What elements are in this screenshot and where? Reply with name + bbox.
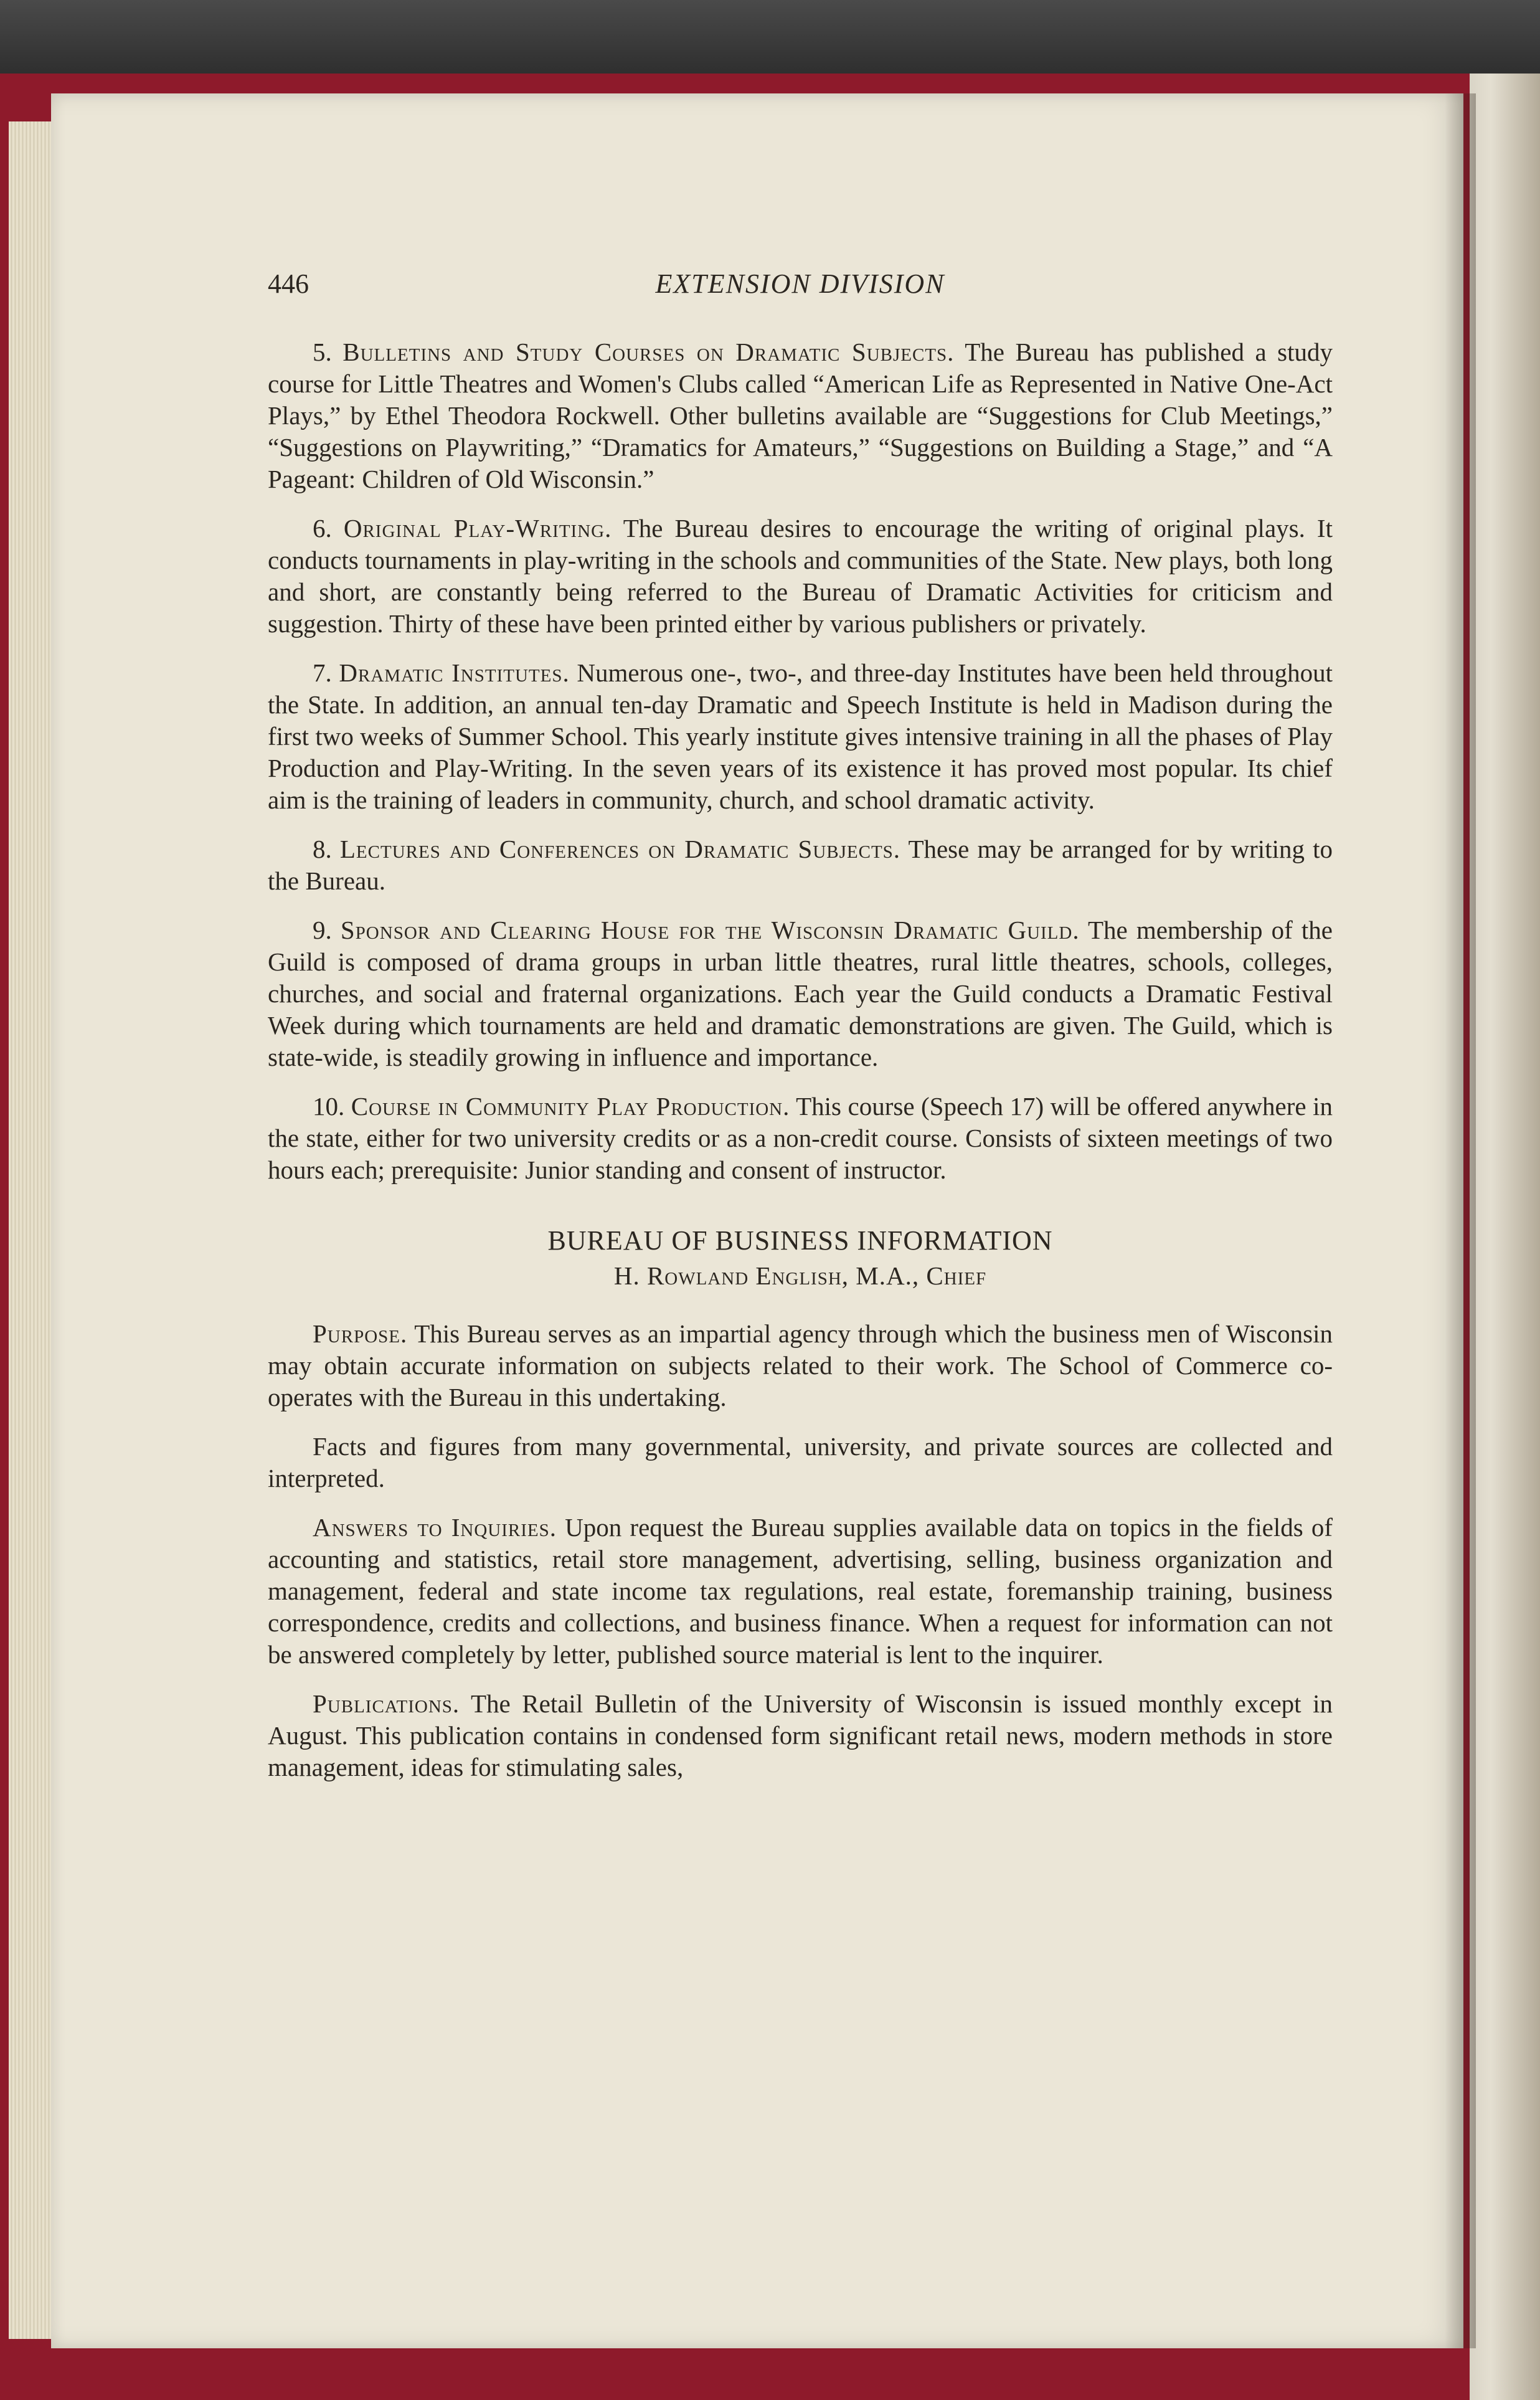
paragraph-item-9 [268, 914, 1333, 1073]
item-heading: Original Play-Writing. [343, 514, 612, 543]
item-heading: Course in Community Play Production. [351, 1092, 790, 1121]
para-text: Upon request the Bureau supplies available data on topics in the fields of accounting and statistics, retail store management, advertising, selling, business organization and management, federal and state income tax regulations, real estate, foremanship training, business correspondence, credits and collections, and business finance. When a request for information can not be answered completely by letter, published source material is lent to the inquirer. [268, 1513, 1333, 1669]
item-heading: Lectures and Conferences on Dramatic Subjects. [339, 835, 901, 863]
item-text: The Bureau desires to encourage the writing of original plays. It conducts tournaments in play-writing in the schools and communities of the State. New plays, both long and short, are constantly being referred to the Bureau of Dramatic Activities for criticism and suggestion. Thirty of these have been printed either by various publishers or privately. [268, 514, 1333, 638]
para-heading: Publications. [313, 1689, 460, 1718]
section-subtitle: H. Rowland English, M.A., Chief [613, 1261, 987, 1290]
scan-backdrop [0, 0, 1540, 81]
item-text: The membership of the Guild is composed of drama groups in urban little theatres, rural little theatres, schools, colleges, churches, and social and fraternal organizations. Each year the Guild conducts a Dramatic Festival Week during which tournaments are held and dramatic demonstrations are given. The Guild, which is state-wide, is steadily growing in influence and importance. [268, 916, 1333, 1071]
paragraph-facts [268, 1431, 1333, 1494]
paragraph-item-5 [268, 336, 1333, 495]
para-text: Facts and figures from many governmental, university, and private sources are collected and interpreted. [268, 1432, 1333, 1492]
paragraph-item-8 [268, 833, 1333, 897]
page-number: 446 [268, 268, 309, 299]
paragraph-item-6 [268, 513, 1333, 640]
item-text: This course (Speech 17) will be offered anywhere in the state, either for two university credits or as a non-credit course. Consists of sixteen meetings of two hours each; prerequisite: Junior standing and consent of instructor. [268, 1092, 1333, 1184]
item-number: 10. [313, 1092, 345, 1121]
running-head: EXTENSION DIVISION [655, 268, 945, 299]
item-number: 5. [313, 338, 332, 366]
item-text: The Bureau has published a study course for Little Theatres and Women's Clubs called “American Life as Represented in Native One-Act Plays,” by Ethel Theodora Rockwell. Other bulletins available are “Suggestions for Club Meetings,” “Suggestions on Playwriting,” “Dramatics for Amateurs,” “Suggestions on Building a Stage,” and “A Pageant: Children of Old Wisconsin.” [268, 338, 1333, 493]
item-number: 9. [313, 916, 332, 944]
item-heading: Sponsor and Clearing House for the Wisconsin Dramatic Guild. [340, 916, 1080, 944]
paragraph-item-7 [268, 657, 1333, 816]
paragraph-answers [268, 1512, 1333, 1671]
item-number: 8. [313, 835, 332, 863]
paragraph-purpose [268, 1318, 1333, 1413]
item-heading: Dramatic Institutes. [339, 658, 570, 687]
paragraph-publications [268, 1688, 1333, 1783]
para-text: This Bureau serves as an impartial agency through which the business men of Wisconsin may obtain accurate information on subjects related to their work. The School of Commerce co-operates with the Bureau in this undertaking. [268, 1319, 1333, 1411]
item-number: 7. [313, 658, 332, 687]
section-title: BUREAU OF BUSINESS INFORMATION [547, 1225, 1053, 1256]
text-column [268, 268, 1333, 1801]
para-heading: Answers to Inquiries. [313, 1513, 557, 1542]
item-text: Numerous one-, two-, and three-day Institutes have been held throughout the State. In addition, an annual ten-day Dramatic and Speech Institute is held in Madison during the first two weeks of Summer School. This yearly institute gives intensive training in all the phases of Play Production and Play-Writing. In the seven years of its existence it has proved most popular. Its chief aim is the training of leaders in community, church, and school dramatic activity. [268, 658, 1333, 814]
item-number: 6. [313, 514, 332, 543]
page-header [268, 268, 1333, 305]
para-heading: Purpose. [313, 1319, 408, 1348]
para-text: The Retail Bulletin of the University of Wisconsin is issued monthly except in August. This publication contains in condensed form significant retail news, modern methods in store management, ideas for stimulating sales, [268, 1689, 1333, 1781]
item-heading: Bulletins and Study Courses on Dramatic Subjects. [342, 338, 955, 366]
page-gutter-shadow [1445, 93, 1476, 2348]
facing-page-edge [1470, 74, 1540, 2400]
paragraph-item-10 [268, 1091, 1333, 1186]
item-text: These may be arranged for by writing to the Bureau. [268, 835, 1333, 895]
